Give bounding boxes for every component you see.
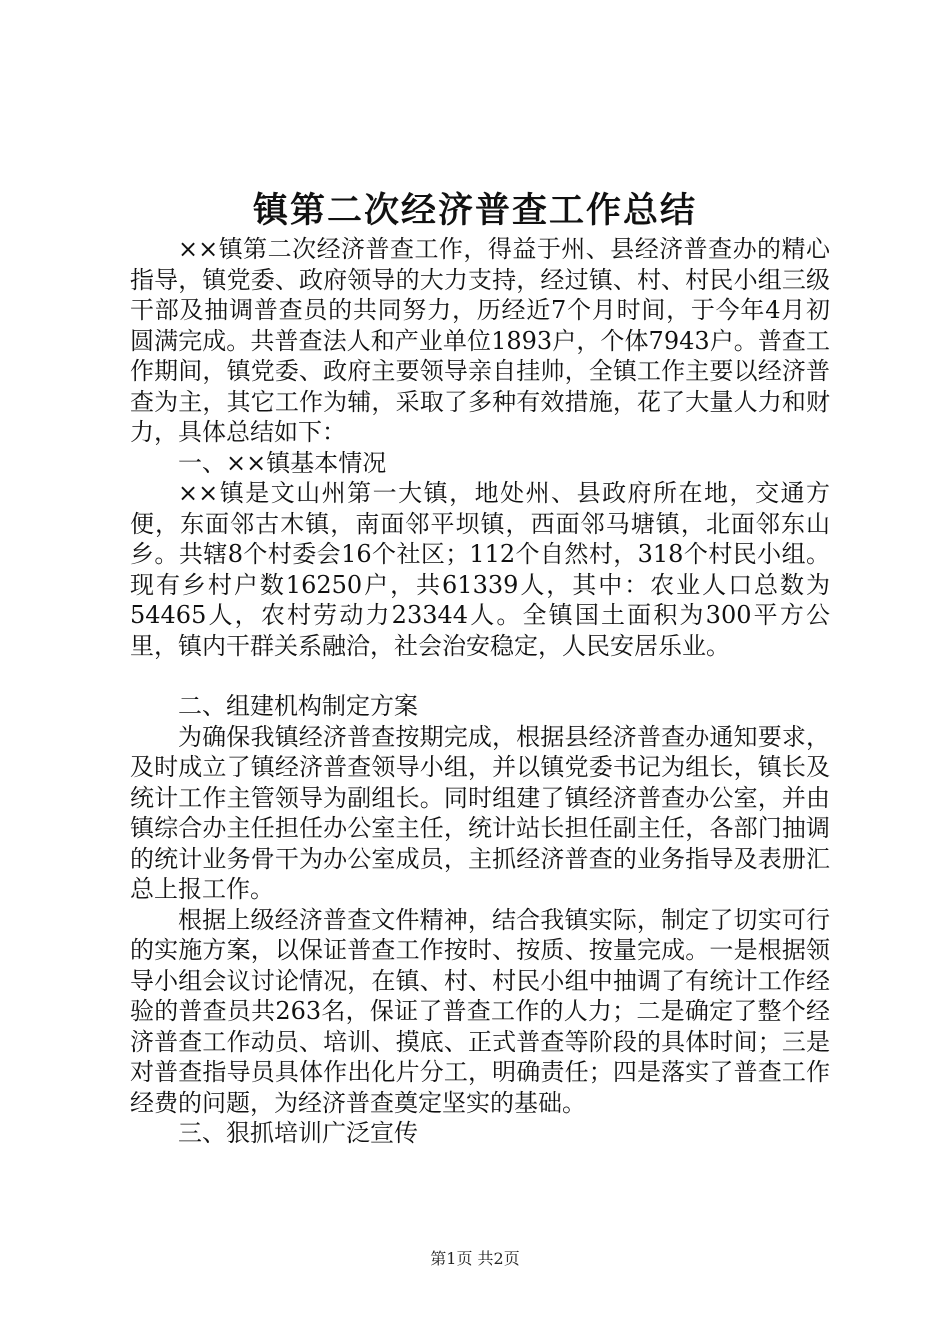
document-body bbox=[130, 234, 830, 1149]
intro-paragraph: ××镇第二次经济普查工作，得益于州、县经济普查办的精心指导，镇党委、政府领导的大力支持，经过镇、村、村民小组三级干部及抽调普查员的共同努力，历经近7个月时间，于今年4月初圆满完成。共普查法人和产业单位1893户，个体7943户。普查工作期间，镇党委、政府主要领导亲自挂帅，全镇工作主要以经济普查为主，其它工作为辅，采取了多种有效措施，花了大量人力和财力，具体总结如下： bbox=[130, 235, 830, 446]
paragraph-spacer bbox=[130, 661, 830, 691]
section-heading-2: 二、组建机构制定方案 bbox=[178, 692, 418, 720]
section-heading-1: 一、××镇基本情况 bbox=[178, 448, 387, 477]
section-2-paragraph-2: 根据上级经济普查文件精神，结合我镇实际，制定了切实可行的实施方案，以保证普查工作按时、按质、按量完成。一是根据领导小组会议讨论情况，在镇、村、村民小组中抽调了有统计工作经验的普查员共263名，保证了普查工作的人力；二是确定了整个经济普查工作动员、培训、摸底、正式普查等阶段的具体时间；三是对普查指导员具体作出化片分工，明确责任；四是落实了普查工作经费的问题，为经济普查奠定坚实的基础。 bbox=[130, 905, 830, 1117]
section-1-paragraph: ××镇是文山州第一大镇，地处州、县政府所在地，交通方便，东面邻古木镇，南面邻平坝镇，西面邻马塘镇，北面邻东山乡。共辖8个村委会16个社区；112个自然村，318个村民小组。现有乡村户数16250户，共61339人，其中：农业人口总数为54465人，农村劳动力23344人。全镇国土面积为300平方公里，镇内干群关系融洽，社会治安稳定，人民安居乐业。 bbox=[130, 479, 830, 660]
document-title: 镇第二次经济普查工作总结 bbox=[252, 190, 697, 231]
section-heading-3: 三、狠抓培训广泛宣传 bbox=[178, 1119, 418, 1147]
page-footer: 第1页 共2页 bbox=[430, 1249, 520, 1268]
section-2-paragraph-1: 为确保我镇经济普查按期完成，根据县经济普查办通知要求，及时成立了镇经济普查领导小组，并以镇党委书记为组长，镇长及统计工作主管领导为副组长。同时组建了镇经济普查办公室，并由镇综合办主任担任办公室主任，统计站长担任副主任，各部门抽调的统计业务骨干为办公室成员，主抓经济普查的业务指导及表册汇总上报工作。 bbox=[130, 722, 830, 903]
